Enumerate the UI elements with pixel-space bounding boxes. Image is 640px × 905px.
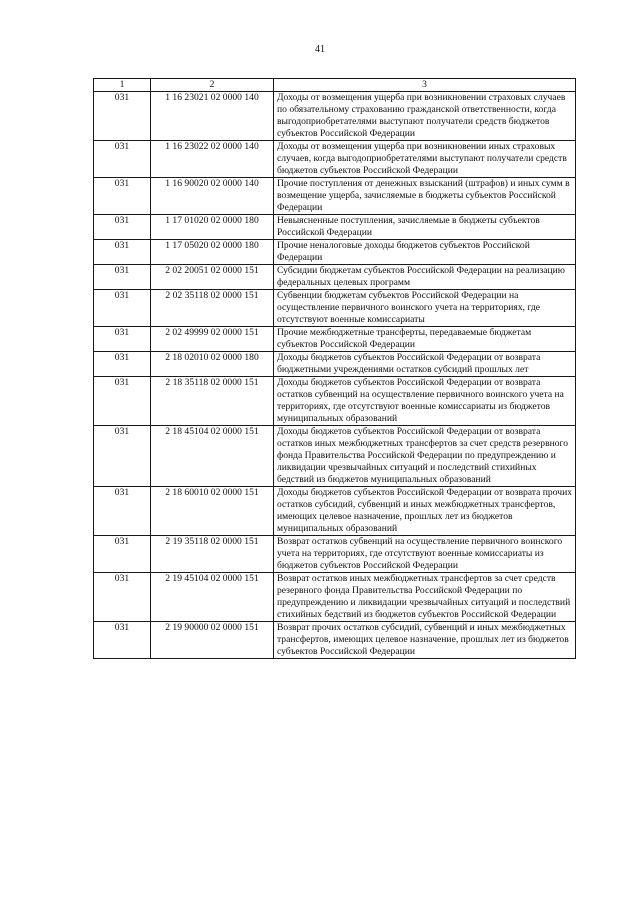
- admin-code-cell: 031: [94, 141, 151, 178]
- admin-code-cell: 031: [94, 265, 151, 290]
- table-row: [94, 141, 576, 178]
- admin-code-cell: 031: [94, 327, 151, 352]
- table-header-row: [94, 79, 576, 92]
- revenue-name-cell: Прочие межбюджетные трансферты, передаваемые бюджетам субъектов Российской Федерации: [274, 327, 576, 352]
- admin-code-cell: 031: [94, 426, 151, 487]
- admin-code-cell: 031: [94, 536, 151, 573]
- revenue-name-cell: Прочие поступления от денежных взысканий (штрафов) и иных сумм в возмещение ущерба, зачисляемые в бюджеты субъектов Российской Федерации: [274, 178, 576, 215]
- revenue-name-cell: Возврат остатков субвенций на осуществление первичного воинского учета на территориях, где отсутствуют военные комиссариаты из бюджетов субъектов Российской Федерации: [274, 536, 576, 573]
- revenue-name-cell: Доходы от возмещения ущерба при возникновении иных страховых случаев, когда выгодоприобретателями выступают получатели средств бюджетов субъектов Российской Федерации: [274, 141, 576, 178]
- table-row: [94, 352, 576, 377]
- revenue-code-cell: 1 16 90020 02 0000 140: [151, 178, 274, 215]
- admin-code-cell: 031: [94, 240, 151, 265]
- column-header-2: 2: [151, 79, 274, 92]
- revenue-name-cell: Субсидии бюджетам субъектов Российской Федерации на реализацию федеральных целевых программ: [274, 265, 576, 290]
- admin-code-cell: 031: [94, 178, 151, 215]
- revenue-name-cell: Доходы бюджетов субъектов Российской Федерации от возврата остатков субвенций на осуществление первичного воинского учета на территориях, где отсутствуют военные комиссариаты из бюджетов муниципальных образований: [274, 377, 576, 426]
- page-number: 41: [315, 44, 325, 55]
- revenue-codes-table: [93, 78, 576, 659]
- revenue-name-cell: Доходы бюджетов субъектов Российской Федерации от возврата бюджетными учреждениями остатков субсидий прошлых лет: [274, 352, 576, 377]
- revenue-code-cell: 2 02 49999 02 0000 151: [151, 327, 274, 352]
- table-row: [94, 536, 576, 573]
- revenue-name-cell: Доходы бюджетов субъектов Российской Федерации от возврата остатков иных межбюджетных трансфертов за счет средств резервного фонда Правительства Российской Федерации по предупреждению и ликвидации чрезвычайных ситуаций и последствий стихийных бедствий из бюджетов муниципальных образований: [274, 426, 576, 487]
- revenue-code-cell: 2 19 35118 02 0000 151: [151, 536, 274, 573]
- revenue-code-cell: 2 02 20051 02 0000 151: [151, 265, 274, 290]
- revenue-code-cell: 1 16 23021 02 0000 140: [151, 92, 274, 141]
- revenue-code-cell: 2 19 90000 02 0000 151: [151, 622, 274, 659]
- admin-code-cell: 031: [94, 352, 151, 377]
- revenue-name-cell: Доходы бюджетов субъектов Российской Федерации от возврата прочих остатков субсидий, субвенций и иных межбюджетных трансфертов, имеющих целевое назначение, прошлых лет из бюджетов муниципальных образований: [274, 487, 576, 536]
- table-row: [94, 240, 576, 265]
- table-row: [94, 92, 576, 141]
- revenue-code-cell: 1 16 23022 02 0000 140: [151, 141, 274, 178]
- table-row: [94, 377, 576, 426]
- table-row: [94, 327, 576, 352]
- column-header-3: 3: [274, 79, 576, 92]
- admin-code-cell: 031: [94, 92, 151, 141]
- revenue-name-cell: Прочие неналоговые доходы бюджетов субъектов Российской Федерации: [274, 240, 576, 265]
- admin-code-cell: 031: [94, 290, 151, 327]
- revenue-code-cell: 2 18 45104 02 0000 151: [151, 426, 274, 487]
- revenue-code-cell: 2 18 02010 02 0000 180: [151, 352, 274, 377]
- revenue-code-cell: 1 17 01020 02 0000 180: [151, 215, 274, 240]
- admin-code-cell: 031: [94, 377, 151, 426]
- column-header-1: 1: [94, 79, 151, 92]
- table-row: [94, 573, 576, 622]
- revenue-name-cell: Невыясненные поступления, зачисляемые в бюджеты субъектов Российской Федерации: [274, 215, 576, 240]
- table-row: [94, 178, 576, 215]
- revenue-code-cell: 2 18 35118 02 0000 151: [151, 377, 274, 426]
- revenue-code-cell: 1 17 05020 02 0000 180: [151, 240, 274, 265]
- revenue-name-cell: Возврат прочих остатков субсидий, субвенций и иных межбюджетных трансфертов, имеющих целевое назначение, прошлых лет из бюджетов субъектов Российской Федерации: [274, 622, 576, 659]
- revenue-name-cell: Субвенции бюджетам субъектов Российской Федерации на осуществление первичного воинского учета на территориях, где отсутствуют военные комиссариаты: [274, 290, 576, 327]
- revenue-name-cell: Доходы от возмещения ущерба при возникновении страховых случаев по обязательному страхованию гражданской ответственности, когда выгодоприобретателями выступают получатели средств бюджетов субъектов Российской Федерации: [274, 92, 576, 141]
- admin-code-cell: 031: [94, 487, 151, 536]
- revenue-code-cell: 2 19 45104 02 0000 151: [151, 573, 274, 622]
- admin-code-cell: 031: [94, 215, 151, 240]
- table-row: [94, 215, 576, 240]
- table-row: [94, 426, 576, 487]
- table-row: [94, 290, 576, 327]
- admin-code-cell: 031: [94, 573, 151, 622]
- revenue-code-cell: 2 18 60010 02 0000 151: [151, 487, 274, 536]
- admin-code-cell: 031: [94, 622, 151, 659]
- table-row: [94, 622, 576, 659]
- revenue-name-cell: Возврат остатков иных межбюджетных трансфертов за счет средств резервного фонда Правительства Российской Федерации по предупреждению и ликвидации чрезвычайных ситуаций и последствий стихийных бедствий из бюджетов субъектов Российской Федерации: [274, 573, 576, 622]
- table-row: [94, 487, 576, 536]
- table-row: [94, 265, 576, 290]
- revenue-code-cell: 2 02 35118 02 0000 151: [151, 290, 274, 327]
